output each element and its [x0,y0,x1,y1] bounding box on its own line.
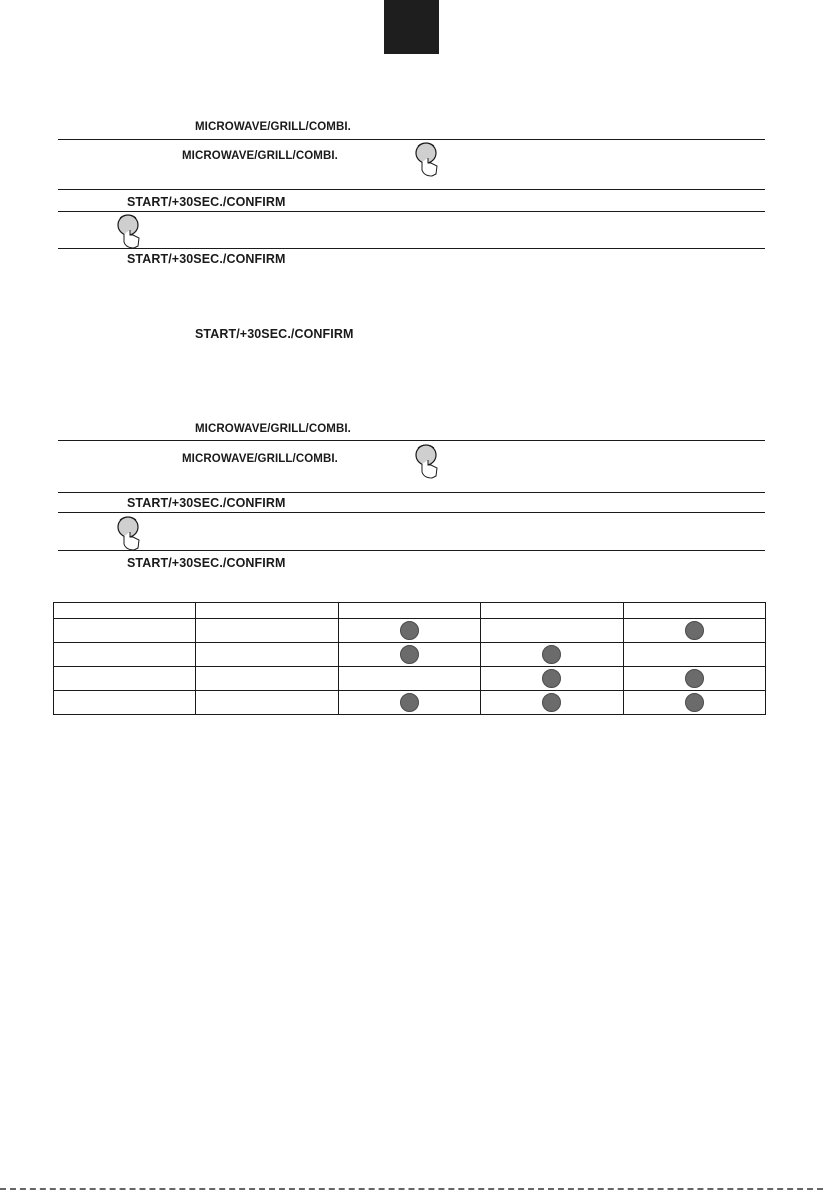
table-cell [338,619,480,643]
start-confirm-label: START/+30SEC./CONFIRM [127,252,286,266]
table-cell [481,619,623,643]
indicator-dot-icon [400,621,419,640]
start-confirm-label: START/+30SEC./CONFIRM [195,327,354,341]
page-bottom-border [0,1188,823,1192]
mode-indicator-table [53,602,766,715]
table-row [54,619,766,643]
table-cell [338,603,480,619]
page-tab [384,0,439,54]
table-cell [54,603,196,619]
table-cell [481,667,623,691]
table-cell [623,603,765,619]
indicator-dot-icon [400,693,419,712]
table-cell [54,691,196,715]
table-cell [338,667,480,691]
table-cell [196,643,338,667]
table-cell [196,603,338,619]
divider [58,550,765,551]
indicator-dot-icon [542,645,561,664]
table-cell [54,643,196,667]
start-confirm-label: START/+30SEC./CONFIRM [127,556,286,570]
indicator-dot-icon [685,621,704,640]
dial-knob-hand-icon [410,140,442,178]
divider [58,512,765,513]
table-cell [54,667,196,691]
dial-knob-hand-icon [112,514,144,552]
table-cell [623,619,765,643]
mwgc-label: MICROWAVE/GRILL/COMBI. [195,423,351,435]
start-confirm-label: START/+30SEC./CONFIRM [127,195,286,209]
indicator-dot-icon [542,669,561,688]
mwgc-label: MICROWAVE/GRILL/COMBI. [182,453,338,465]
table-row [54,667,766,691]
indicator-dot-icon [542,693,561,712]
divider [58,248,765,249]
dial-knob-hand-icon [112,212,144,250]
indicator-dot-icon [400,645,419,664]
indicator-dot-icon [685,693,704,712]
dial-knob-hand-icon [410,442,442,480]
table-cell [54,619,196,643]
table-cell [623,691,765,715]
divider [58,492,765,493]
table-cell [623,643,765,667]
indicator-dot-icon [685,669,704,688]
table-cell [196,619,338,643]
table-cell [196,667,338,691]
table-cell [481,691,623,715]
divider [58,189,765,190]
table-header-row [54,603,766,619]
table-cell [338,691,480,715]
divider [58,440,765,441]
table-cell [481,603,623,619]
start-confirm-label: START/+30SEC./CONFIRM [127,496,286,510]
table-cell [481,643,623,667]
table-cell [196,691,338,715]
mwgc-label: MICROWAVE/GRILL/COMBI. [182,150,338,162]
divider [58,211,765,212]
table-row [54,643,766,667]
table-cell [623,667,765,691]
table-cell [338,643,480,667]
mwgc-label: MICROWAVE/GRILL/COMBI. [195,121,351,133]
table-row [54,691,766,715]
